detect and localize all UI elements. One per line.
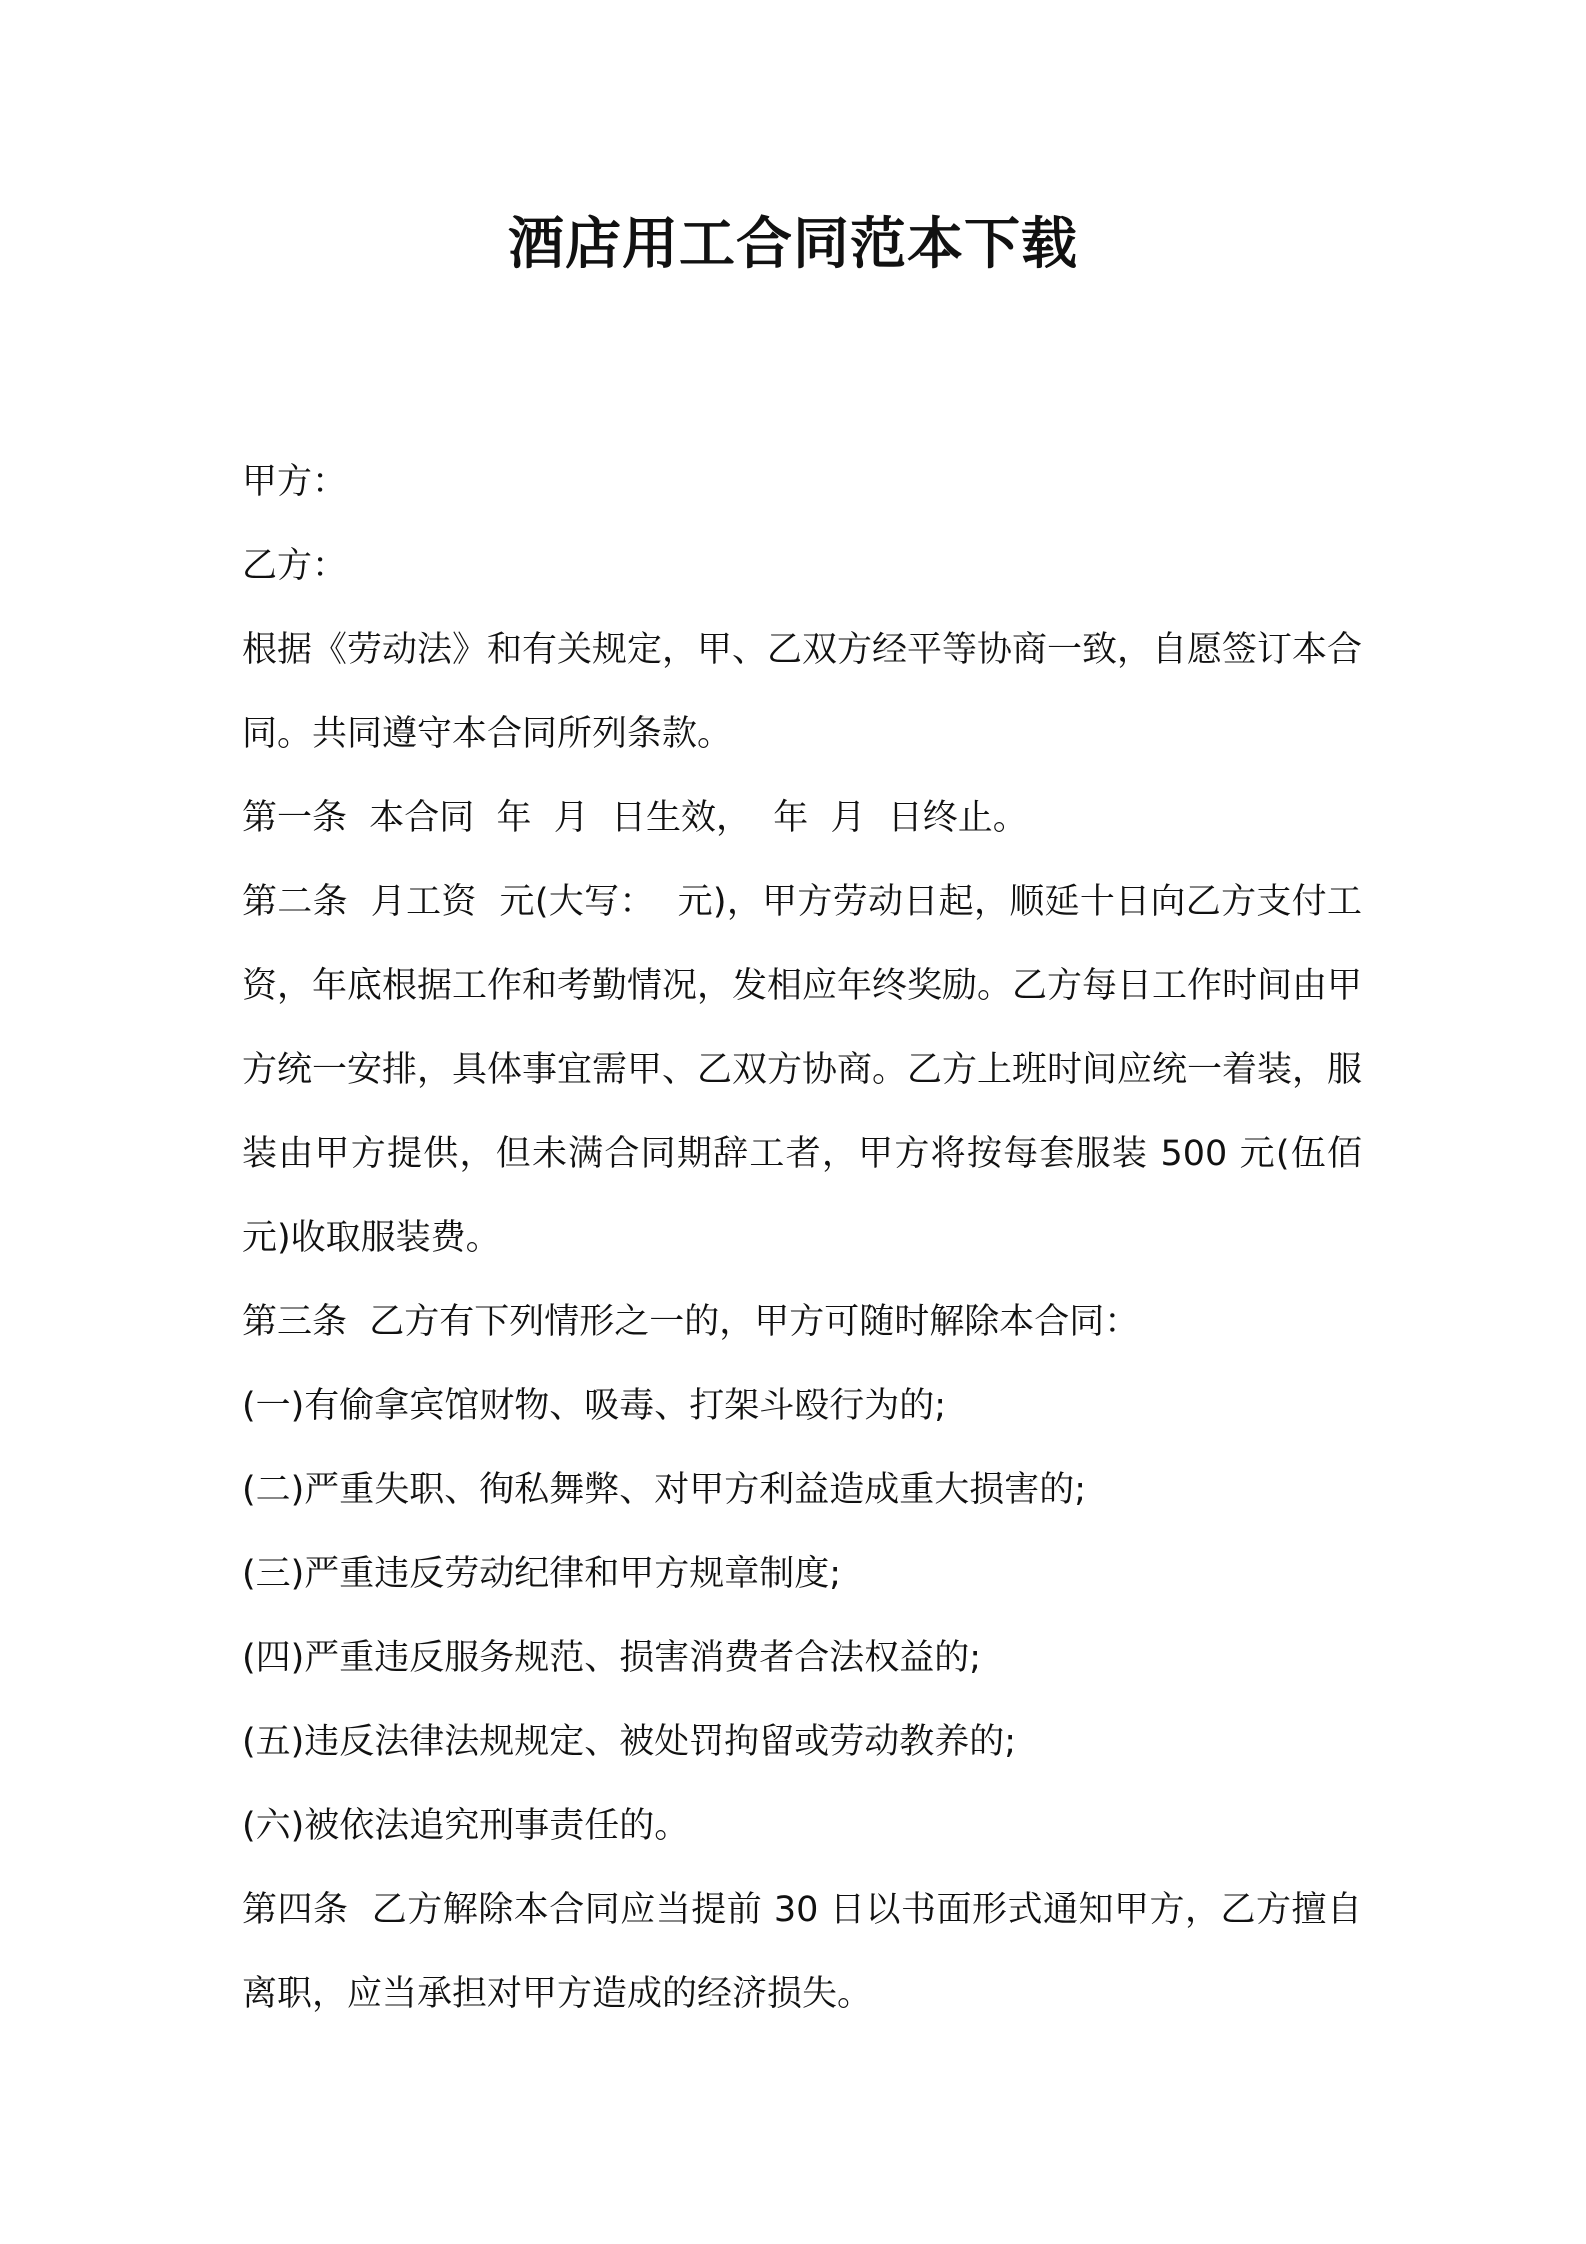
article-3-item-4: (四)严重违反服务规范、损害消费者合法权益的;	[242, 1638, 982, 1678]
article-3: 第三条 乙方有下列情形之一的，甲方可随时解除本合同：	[242, 1302, 1140, 1342]
article-3-item-6: (六)被依法追究刑事责任的。	[242, 1806, 690, 1846]
article-1: 第一条 本合同 年 月 日生效， 年 月 日终止。	[242, 798, 1028, 838]
article-3-item-3: (三)严重违反劳动纪律和甲方规章制度;	[242, 1554, 842, 1594]
article-4: 第四条 乙方解除本合同应当提前 30 日以书面形式通知甲方，乙方擅自离职，应当承担对甲方造成的经济损失。	[242, 1890, 1362, 2014]
preamble-paragraph: 根据《劳动法》和有关规定，甲、乙双方经平等协商一致，自愿签订本合同。共同遵守本合同所列条款。	[242, 630, 1363, 754]
article-3-item-2: (二)严重失职、徇私舞弊、对甲方利益造成重大损害的;	[242, 1470, 1087, 1510]
party-a-line: 甲方：	[242, 462, 348, 502]
document-title: 酒店用工合同范本下载	[508, 212, 1078, 277]
article-3-item-5: (五)违反法律法规规定、被处罚拘留或劳动教养的;	[242, 1722, 1017, 1762]
article-3-item-1: (一)有偷拿宾馆财物、吸毒、打架斗殴行为的;	[242, 1386, 947, 1426]
contract-body	[242, 440, 1362, 2036]
party-b-line: 乙方：	[242, 546, 348, 586]
article-2: 第二条 月工资 元(大写： 元)，甲方劳动日起，顺延十日向乙方支付工资，年底根据工作和考勤情况，发相应年终奖励。乙方每日工作时间由甲方统一安排，具体事宜需甲、乙双方协商。乙方上班时间应统一着装，服装由甲方提供，但未满合同期辞工者，甲方将按每套服装 500 元(伍佰元)收取服装费。	[242, 882, 1363, 1258]
